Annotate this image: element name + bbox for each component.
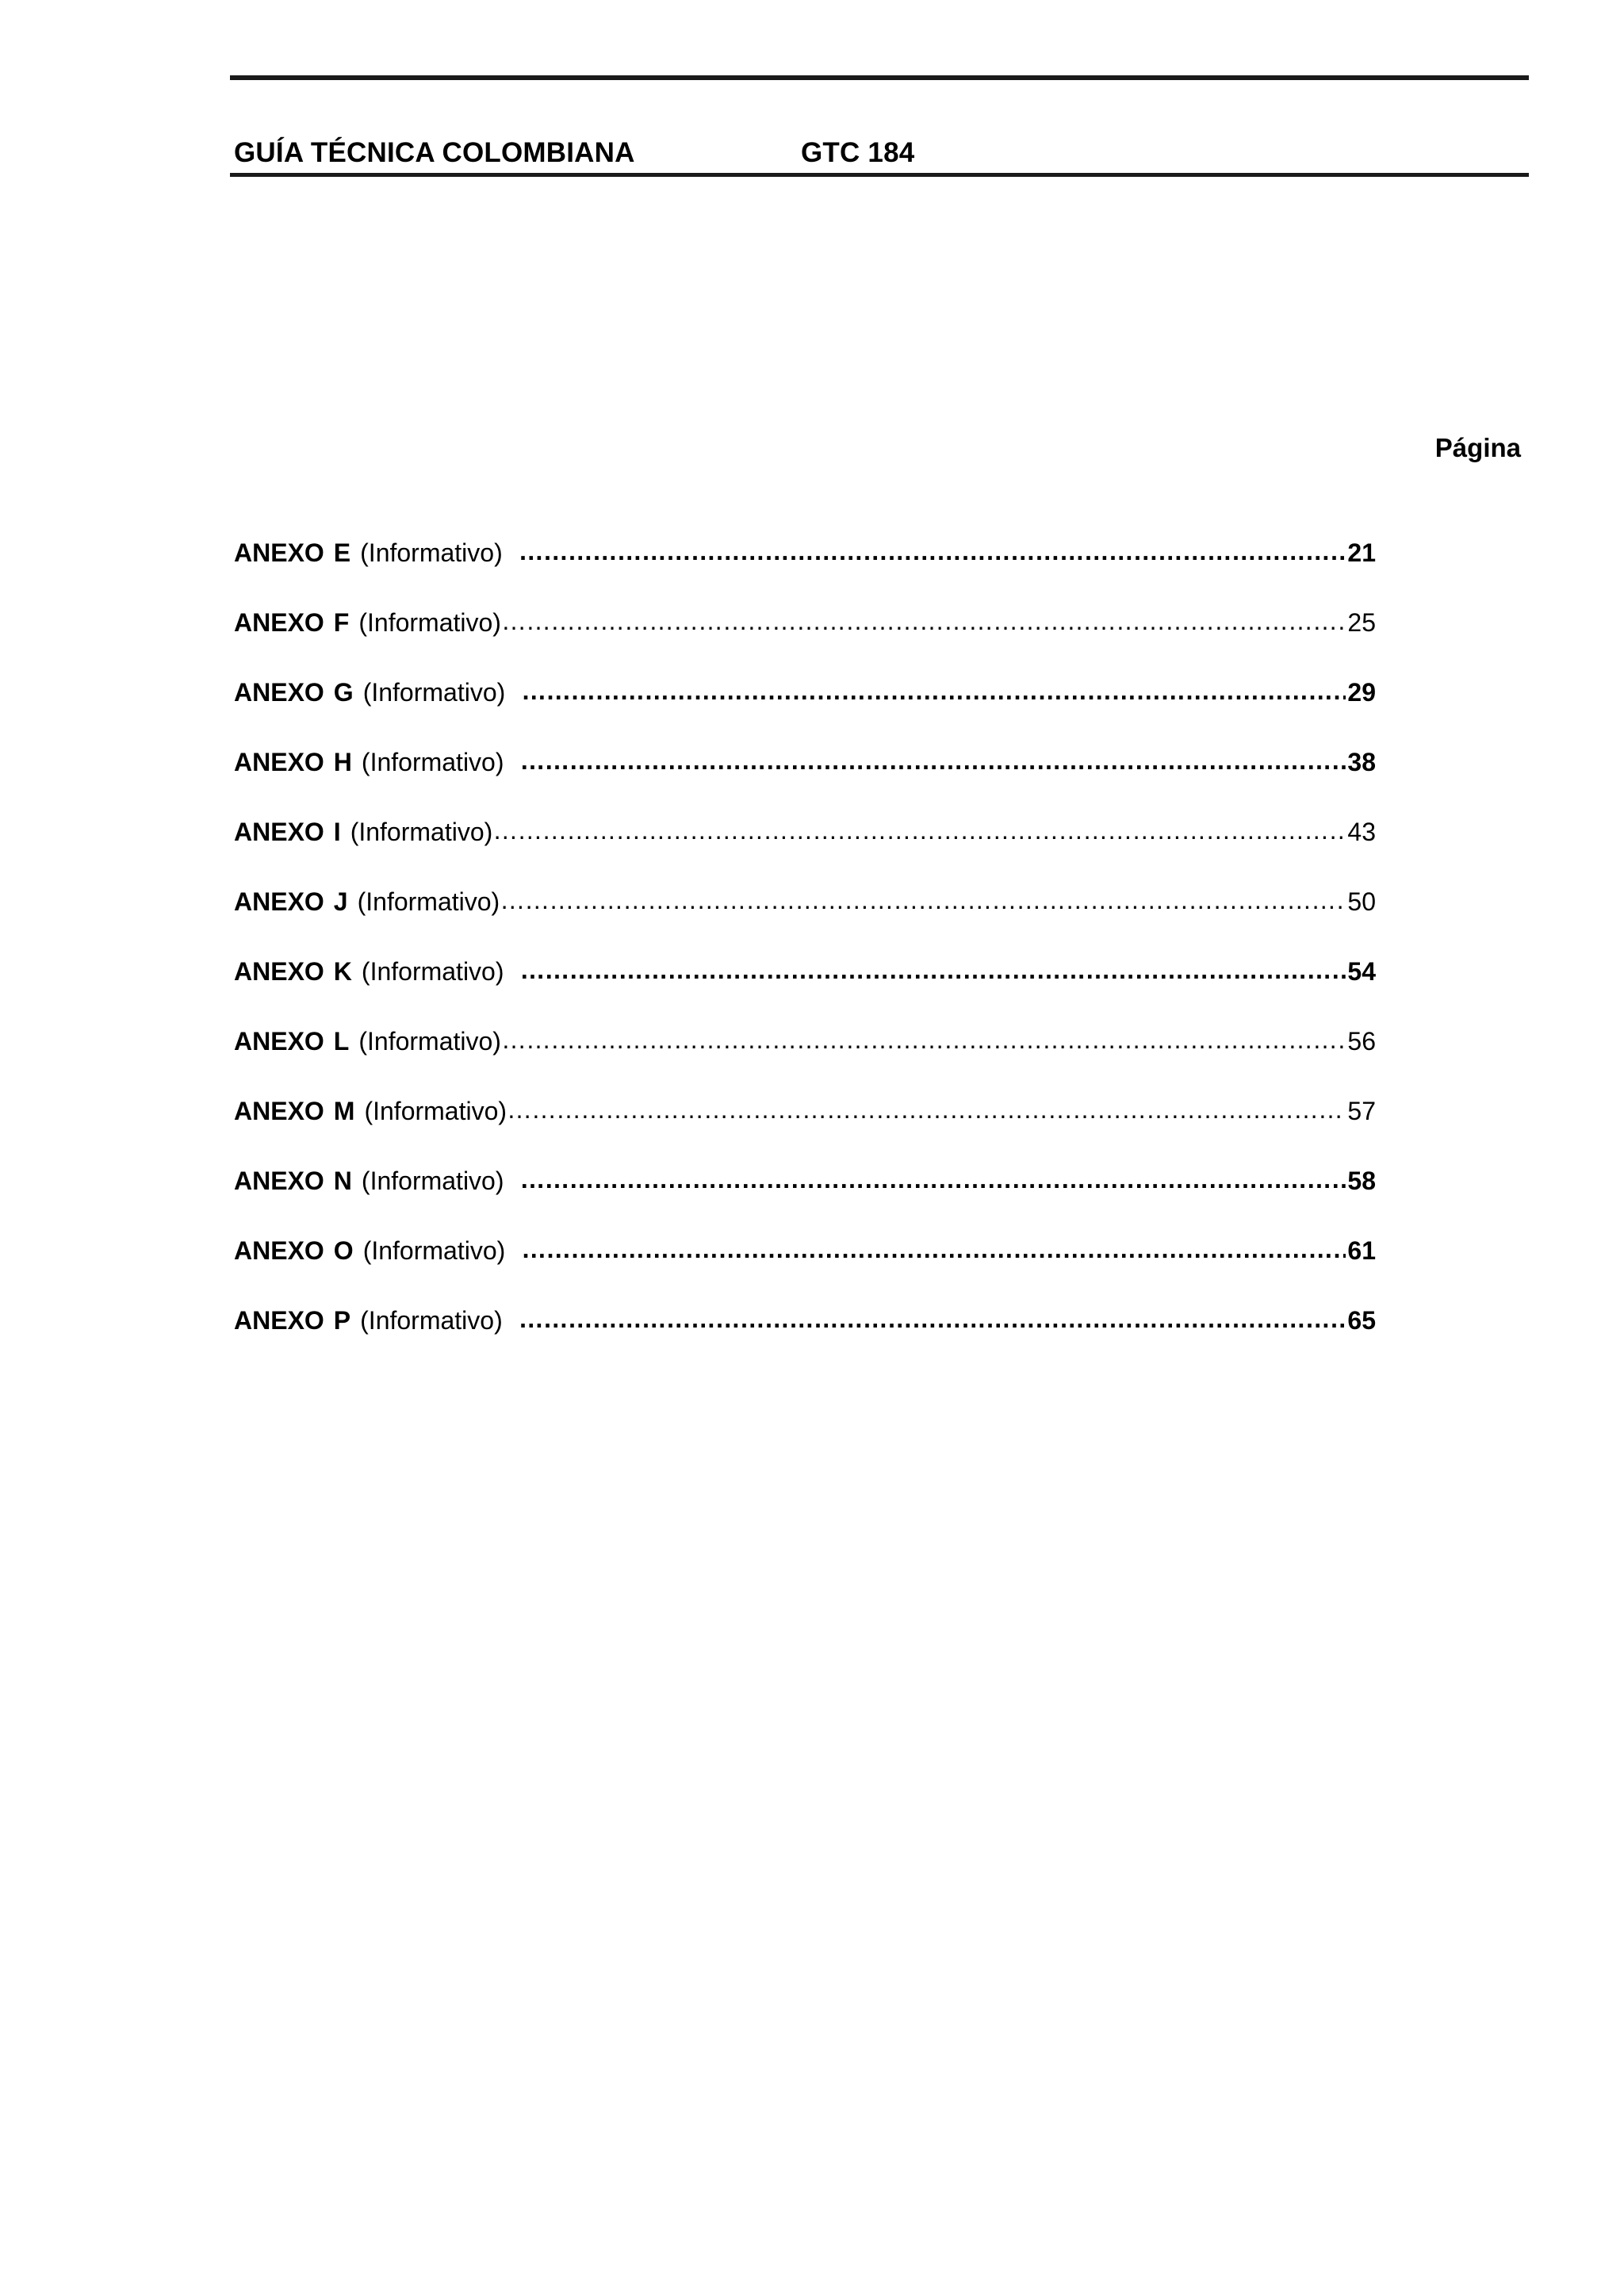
toc-entry-kind: (Informativo)	[361, 957, 504, 986]
toc-entry-word: ANEXO	[234, 1027, 324, 1056]
header-bottom-rule	[230, 173, 1529, 177]
toc-entry-letter: M	[333, 1097, 355, 1125]
toc-entry-kind: (Informativo)	[362, 1236, 506, 1265]
toc-entry[interactable]	[234, 884, 1376, 954]
toc-entry[interactable]	[234, 745, 1376, 814]
toc-entry-letter: E	[333, 538, 351, 567]
toc-entry-letter: F	[333, 608, 350, 637]
toc-entry[interactable]	[234, 675, 1376, 745]
toc-entry-page: 57	[1347, 1097, 1376, 1125]
toc-entry[interactable]	[234, 954, 1376, 1024]
toc-dot-leader	[521, 675, 1346, 710]
toc-entry-kind: (Informativo)	[361, 748, 504, 776]
toc-dot-leader	[520, 954, 1346, 989]
toc-entry-kind: (Informativo)	[361, 1167, 504, 1195]
toc-dot-leader	[520, 745, 1346, 780]
toc-entry-kind: (Informativo)	[360, 538, 503, 567]
document-series-title: GUÍA TÉCNICA COLOMBIANA	[234, 137, 635, 168]
toc-entry-word: ANEXO	[234, 887, 324, 916]
toc-entry-kind: (Informativo)	[358, 608, 501, 637]
toc-entry-page: 61	[1347, 1236, 1376, 1265]
toc-entry-kind: (Informativo)	[360, 1306, 503, 1335]
toc-entry-word: ANEXO	[234, 1097, 324, 1125]
page-column-label: Página	[1434, 433, 1521, 462]
toc-entry-letter: I	[333, 818, 341, 846]
toc-entry-letter: J	[333, 887, 348, 916]
toc-entry-word: ANEXO	[234, 1167, 324, 1195]
toc-entry-letter: P	[333, 1306, 351, 1335]
toc-entry-page: 38	[1347, 748, 1376, 776]
toc-entry[interactable]	[234, 1094, 1376, 1163]
toc-entry[interactable]	[234, 1233, 1376, 1303]
toc-entry-word: ANEXO	[234, 748, 324, 776]
toc-entry-page: 54	[1347, 957, 1376, 986]
toc-dot-leader	[521, 1233, 1346, 1268]
document-code: GTC 184	[801, 137, 915, 168]
toc-entry-letter: L	[333, 1027, 350, 1056]
toc-entry-kind: (Informativo)	[357, 887, 500, 916]
toc-entry-page: 21	[1347, 538, 1376, 567]
table-of-contents	[234, 535, 1376, 1373]
toc-entry-word: ANEXO	[234, 608, 324, 637]
toc-entry-letter: O	[333, 1236, 354, 1265]
toc-dot-leader	[519, 535, 1346, 570]
toc-dot-leader	[501, 605, 1346, 640]
toc-entry-letter: N	[333, 1167, 352, 1195]
toc-dot-leader	[500, 884, 1346, 919]
toc-entry-kind: (Informativo)	[358, 1027, 501, 1056]
toc-entry[interactable]	[234, 535, 1376, 605]
toc-dot-leader	[520, 1163, 1346, 1198]
toc-dot-leader	[492, 814, 1346, 849]
toc-entry-letter: K	[333, 957, 352, 986]
toc-entry-page: 43	[1347, 818, 1376, 846]
toc-entry-page: 56	[1347, 1027, 1376, 1056]
toc-entry-word: ANEXO	[234, 1306, 324, 1335]
toc-entry-page: 29	[1347, 678, 1376, 707]
toc-entry-letter: G	[333, 678, 354, 707]
toc-entry-kind: (Informativo)	[350, 818, 493, 846]
toc-dot-leader	[501, 1024, 1346, 1059]
toc-entry-page: 65	[1347, 1306, 1376, 1335]
toc-entry-word: ANEXO	[234, 538, 324, 567]
toc-entry-word: ANEXO	[234, 1236, 324, 1265]
toc-dot-leader	[519, 1303, 1346, 1338]
header-top-rule	[230, 75, 1529, 80]
toc-entry[interactable]	[234, 1024, 1376, 1094]
toc-entry-kind: (Informativo)	[362, 678, 506, 707]
toc-entry[interactable]	[234, 814, 1376, 884]
toc-entry-kind: (Informativo)	[364, 1097, 508, 1125]
toc-entry[interactable]	[234, 1303, 1376, 1373]
toc-entry-letter: H	[333, 748, 352, 776]
toc-entry[interactable]	[234, 1163, 1376, 1233]
toc-entry-page: 58	[1347, 1167, 1376, 1195]
toc-entry-word: ANEXO	[234, 818, 324, 846]
toc-dot-leader	[507, 1094, 1346, 1128]
toc-entry-page: 25	[1347, 608, 1376, 637]
toc-entry-page: 50	[1347, 887, 1376, 916]
toc-entry[interactable]	[234, 605, 1376, 675]
toc-entry-word: ANEXO	[234, 678, 324, 707]
toc-entry-word: ANEXO	[234, 957, 324, 986]
